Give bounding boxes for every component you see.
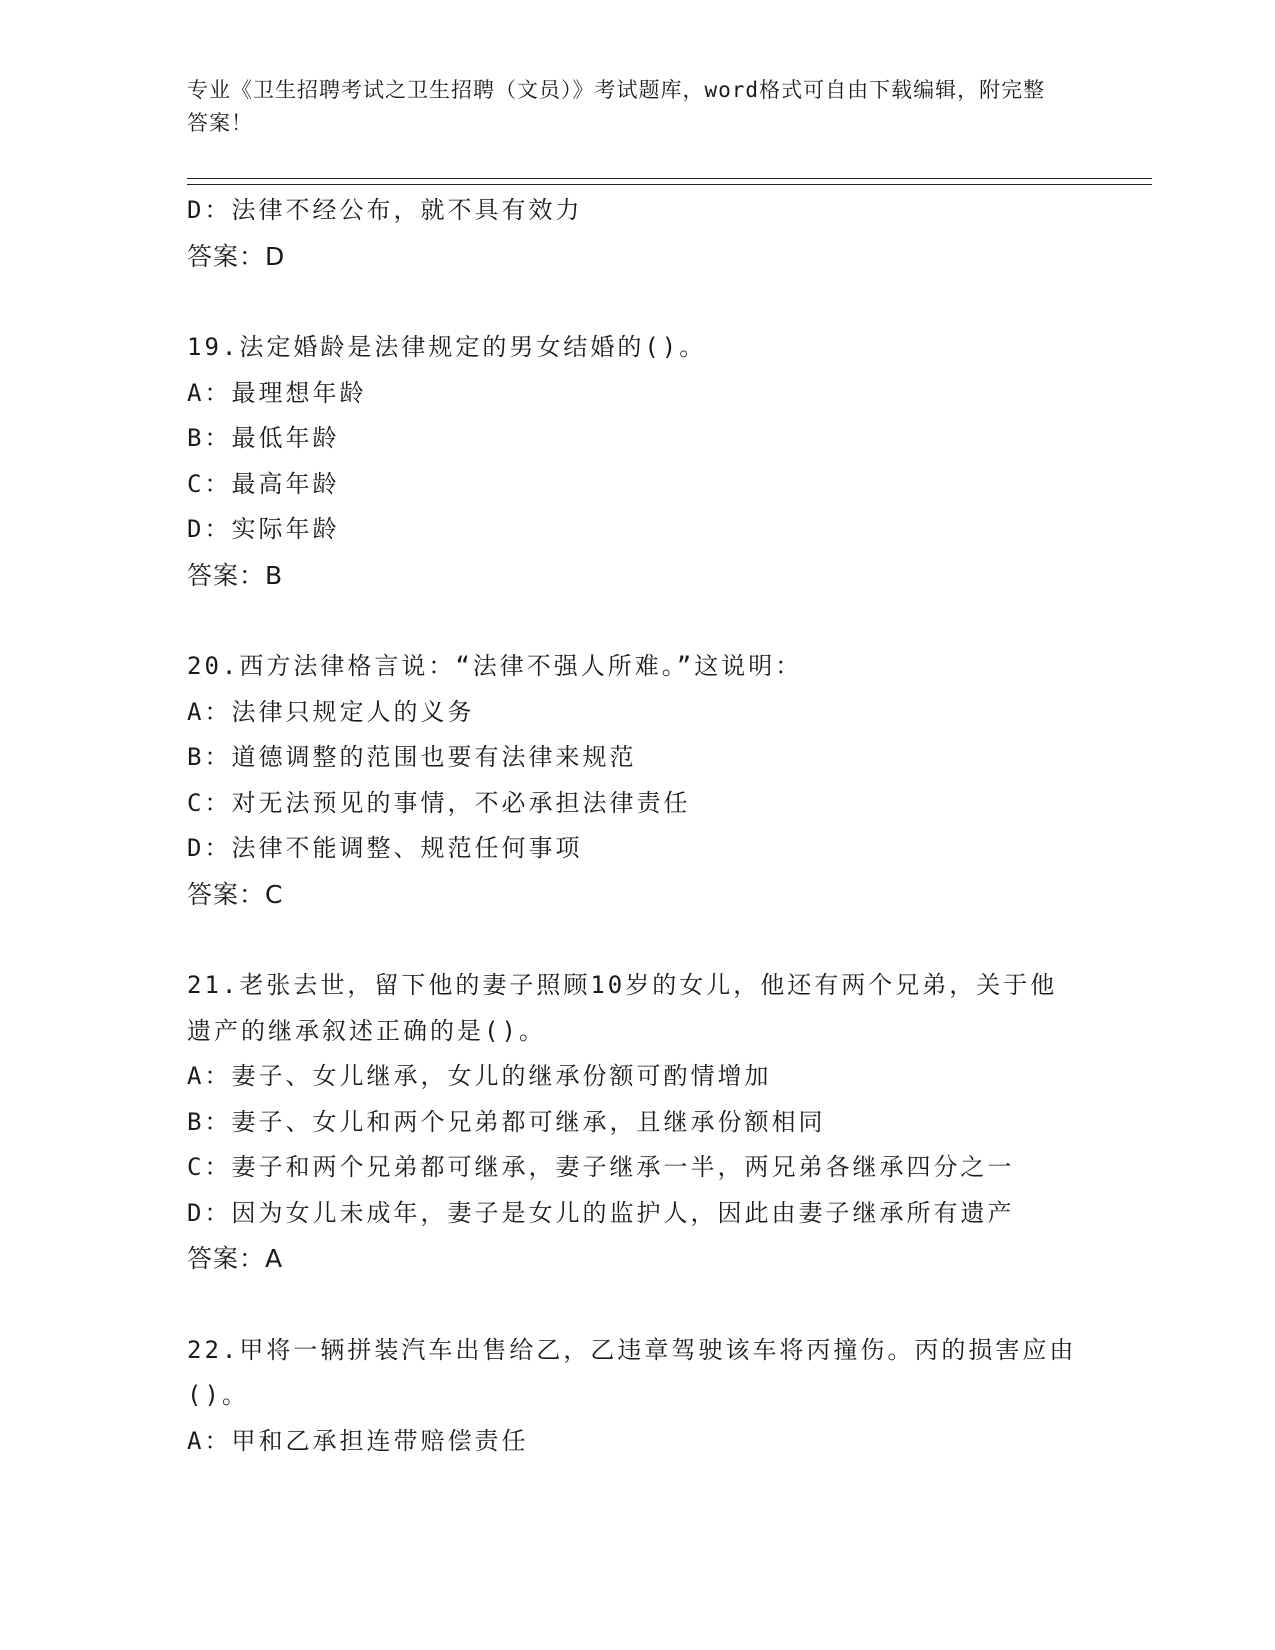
option-b: B：最低年龄 xyxy=(187,424,340,452)
header-rule-bottom xyxy=(187,184,1152,185)
option-a: A：妻子、女儿继承，女儿的继承份额可酌情增加 xyxy=(187,1062,772,1090)
answer-line: 答案：D xyxy=(187,241,286,271)
option-c: C：妻子和两个兄弟都可继承，妻子继承一半，两兄弟各继承四分之一 xyxy=(187,1153,1015,1181)
answer-line: 答案：B xyxy=(187,560,284,590)
question-22 xyxy=(187,1328,1087,1465)
option-b: B：妻子、女儿和两个兄弟都可继承，且继承份额相同 xyxy=(187,1107,826,1136)
option-c: C：对无法预见的事情，不必承担法律责任 xyxy=(187,788,691,817)
question-text: 22.甲将一辆拼装汽车出售给乙，乙违章驾驶该车将丙撞伤。丙的损害应由()。 xyxy=(187,1335,1077,1409)
question-text: 20.西方法律格言说：“法律不强人所难。”这说明： xyxy=(187,652,803,680)
prev-question-tail xyxy=(187,188,1087,279)
option-a: A：最理想年龄 xyxy=(187,378,367,407)
option-d: D：实际年龄 xyxy=(187,515,340,543)
question-19 xyxy=(187,325,1087,598)
option-d: D：因为女儿未成年，妻子是女儿的监护人，因此由妻子继承所有遗产 xyxy=(187,1198,1015,1227)
option-c: C：最高年龄 xyxy=(187,469,340,498)
option-a: A：甲和乙承担连带赔偿责任 xyxy=(187,1426,529,1455)
question-text: 21.老张去世，留下他的妻子照顾10岁的女儿，他还有两个兄弟，关于他遗产的继承叙述正确的是()。 xyxy=(187,971,1058,1045)
question-text: 19.法定婚龄是法律规定的男女结婚的()。 xyxy=(187,333,707,361)
option-d: D：法律不经公布，就不具有效力 xyxy=(187,196,583,224)
option-a: A：法律只规定人的义务 xyxy=(187,697,475,726)
question-content xyxy=(187,188,1087,1464)
option-d: D：法律不能调整、规范任何事项 xyxy=(187,834,583,862)
header-rule-top xyxy=(187,178,1152,179)
question-21 xyxy=(187,963,1087,1282)
answer-line: 答案：C xyxy=(187,879,284,909)
document-header: 专业《卫生招聘考试之卫生招聘（文员）》考试题库，word格式可自由下载编辑，附完整答案！ xyxy=(187,78,1046,135)
option-b: B：道德调整的范围也要有法律来规范 xyxy=(187,743,637,771)
question-20 xyxy=(187,644,1087,917)
answer-line: 答案：A xyxy=(187,1244,284,1273)
